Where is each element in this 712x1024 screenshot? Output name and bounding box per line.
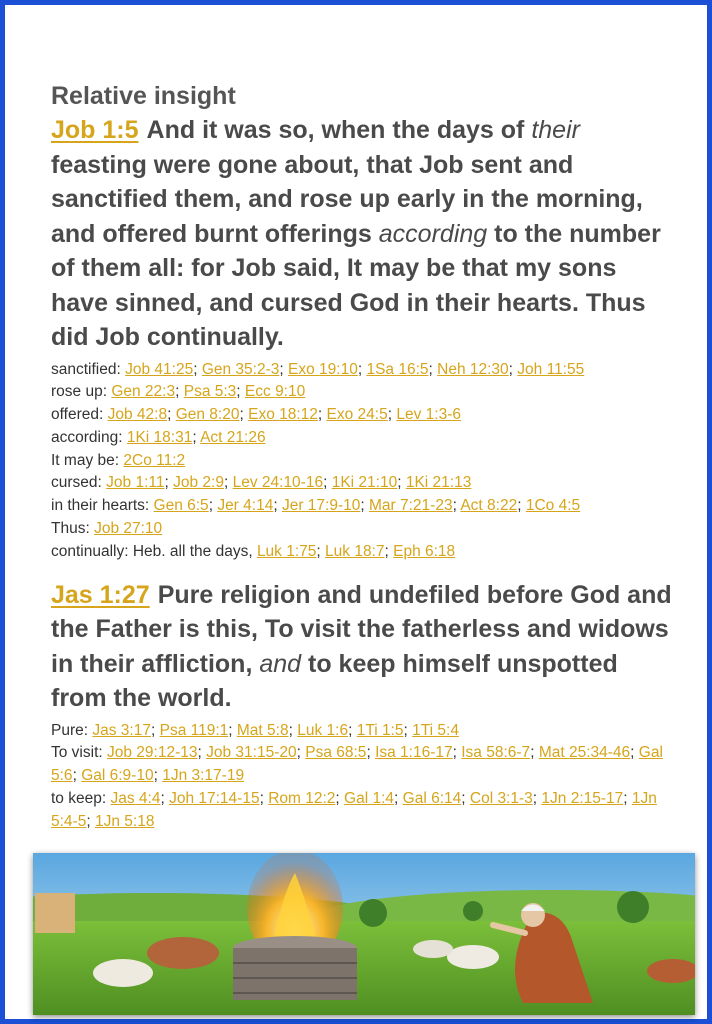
xref-line: in their hearts: Gen 6:5; Jer 4:14; Jer 17:9-10; Mar 7:21-23; Act 8:22; 1Co 4:5 <box>51 497 581 515</box>
xref-link[interactable]: Job 29:12-13 <box>107 744 198 762</box>
verse-text-segment: to keep himself unspotted from the world. <box>51 649 618 713</box>
xref-link[interactable]: Isa 1:16-17 <box>375 744 453 762</box>
xref-link[interactable]: Job 41:25 <box>125 360 194 378</box>
verse-reference-link[interactable]: Job 1:5 <box>51 116 139 144</box>
xref-link[interactable]: 1Jn 5:18 <box>94 812 155 830</box>
xref-link[interactable]: Job 2:9 <box>173 474 224 492</box>
verse-text-segment: And it was so, when the days of <box>146 116 532 144</box>
xref-link[interactable]: 1Ti 5:4 <box>412 721 459 739</box>
xref-link[interactable]: Luk 1:75 <box>256 542 317 560</box>
xref-label: rose up: <box>51 383 108 401</box>
xref-link[interactable]: Gen 35:2-3 <box>201 360 280 378</box>
xref-label: offered: <box>51 406 104 424</box>
xref-link[interactable]: Gen 22:3 <box>111 383 176 401</box>
xref-link[interactable]: Jas 3:17 <box>92 721 151 739</box>
verse-job-1-5 <box>51 113 677 355</box>
verse-text-segment: feasting were gone about, that Job sent and sanctified them, and rose up early in the morning, and offered burnt offerings <box>51 150 643 248</box>
xref-link[interactable]: 1Jn 5:4-5 <box>51 790 657 830</box>
xref-link[interactable]: Rom 12:2 <box>268 790 336 808</box>
xref-link[interactable]: Job 42:8 <box>107 406 168 424</box>
xref-link[interactable]: Joh 17:14-15 <box>169 790 260 808</box>
xref-link[interactable]: 1Ki 18:31 <box>126 428 193 446</box>
xref-link[interactable]: Lev 24:10-16 <box>232 474 324 492</box>
xref-label: continually: <box>51 542 129 560</box>
xref-link[interactable]: 1Ki 21:10 <box>331 474 398 492</box>
xref-label: sanctified: <box>51 360 121 378</box>
xref-link[interactable]: Mat 5:8 <box>236 721 289 739</box>
xref-line <box>51 450 677 473</box>
xref-link[interactable]: Exo 24:5 <box>326 406 388 424</box>
content <box>51 79 677 834</box>
verse-jas-1-27 <box>51 578 677 716</box>
calf <box>147 937 219 969</box>
section-heading: Relative insight <box>51 82 236 110</box>
xref-link[interactable]: Jer 4:14 <box>217 497 274 515</box>
altar-offering-illustration <box>33 853 695 1015</box>
illustration-svg <box>33 853 695 1015</box>
xref-link[interactable]: Col 3:1-3 <box>469 790 533 808</box>
verse-text-segment: Pure religion and undefiled before God and the Father is this, To visit the fatherless and widows in their affliction, <box>51 580 672 678</box>
xref-link[interactable]: Mar 7:21-23 <box>369 497 453 515</box>
xref-link[interactable]: Gal 5:6 <box>51 744 663 785</box>
xref-link[interactable]: Jer 17:9-10 <box>281 497 361 515</box>
xref-link[interactable]: Exo 19:10 <box>288 360 358 378</box>
xref-link[interactable]: 1Co 4:5 <box>525 497 581 515</box>
xref-line: To visit: Job 29:12-13; Job 31:15-20; Psa 68:5; Isa 1:16-17; Isa 58:6-7; Mat 25:34-46; Gal 5:6; Gal 6:9-10; 1Jn 3:17-19 <box>51 744 663 785</box>
xref-link[interactable]: Psa 119:1 <box>159 721 229 739</box>
xref-line: according: 1Ki 18:31; Act 21:26 <box>51 428 266 446</box>
xref-line: to keep: Jas 4:4; Joh 17:14-15; Rom 12:2; Gal 1:4; Gal 6:14; Col 3:1-3; 1Jn 2:15-17; 1Jn 5:4-5; 1Jn 5:18 <box>51 790 657 830</box>
xref-line: continually: Heb. all the days, Luk 1:75; Luk 18:7; Eph 6:18 <box>51 542 456 560</box>
xref-link[interactable]: 1Jn 3:17-19 <box>162 767 245 785</box>
xref-link[interactable]: Isa 58:6-7 <box>461 744 531 762</box>
cross-references <box>51 359 677 564</box>
xref-link[interactable]: Act 21:26 <box>200 428 266 446</box>
xref-line: Pure: Jas 3:17; Psa 119:1; Mat 5:8; Luk 1:6; 1Ti 1:5; 1Ti 5:4 <box>51 721 459 739</box>
xref-link[interactable]: Neh 12:30 <box>437 360 509 378</box>
verse-reference-link[interactable]: Jas 1:27 <box>51 580 150 609</box>
xref-label: to keep: <box>51 790 107 808</box>
xref-link[interactable]: Exo 18:12 <box>248 406 318 424</box>
xref-label: Thus: <box>51 520 90 538</box>
xref-line: cursed: Job 1:11; Job 2:9; Lev 24:10-16; 1Ki 21:10; 1Ki 21:13 <box>51 474 472 492</box>
xref-link[interactable]: Joh 11:55 <box>517 360 585 378</box>
tree <box>617 891 649 923</box>
xref-link[interactable]: Ecc 9:10 <box>244 383 306 401</box>
xref-link[interactable]: Psa 68:5 <box>305 744 367 762</box>
xref-link[interactable]: Gal 1:4 <box>344 790 395 808</box>
xref-link[interactable]: Gal 6:9-10 <box>81 767 154 785</box>
xref-link[interactable]: Gal 6:14 <box>402 790 462 808</box>
xref-link[interactable]: Gen 8:20 <box>175 406 240 424</box>
xref-link[interactable]: Job 1:11 <box>106 474 165 492</box>
tree <box>463 901 483 921</box>
xref-link[interactable]: Luk 1:6 <box>297 721 349 739</box>
sheep <box>447 945 499 969</box>
xref-label: Pure: <box>51 721 89 739</box>
xref-link[interactable]: Gen 6:5 <box>153 497 209 515</box>
xref-link[interactable]: 1Ti 1:5 <box>356 721 404 739</box>
xref-note: Heb. all the days, <box>132 542 253 560</box>
xref-link[interactable]: Job 31:15-20 <box>206 744 297 762</box>
verse-text-segment: to the number of them all: for Job said, It may be that my sons have sinned, and cursed God in their hearts. Thus did Job continually. <box>51 219 661 351</box>
xref-link[interactable]: Eph 6:18 <box>393 542 456 560</box>
xref-link[interactable]: Jas 4:4 <box>110 790 161 808</box>
xref-label: It may be: <box>51 451 120 469</box>
cross-references <box>51 720 677 834</box>
xref-label: according: <box>51 428 123 446</box>
xref-link[interactable]: Psa 5:3 <box>183 383 237 401</box>
sheep <box>93 959 153 987</box>
xref-label: cursed: <box>51 474 102 492</box>
xref-link[interactable]: Mat 25:34-46 <box>538 744 631 762</box>
xref-label: in their hearts: <box>51 497 150 515</box>
xref-link[interactable]: 1Sa 16:5 <box>366 360 429 378</box>
xref-line: offered: Job 42:8; Gen 8:20; Exo 18:12; Exo 24:5; Lev 1:3-6 <box>51 406 461 424</box>
xref-line <box>51 518 677 541</box>
verse-italic-word: their <box>531 116 580 144</box>
xref-link[interactable]: Act 8:22 <box>460 497 518 515</box>
xref-line: sanctified: Job 41:25; Gen 35:2-3; Exo 19:10; 1Sa 16:5; Neh 12:30; Joh 11:55 <box>51 360 585 378</box>
xref-link[interactable]: Luk 18:7 <box>325 542 385 560</box>
verse-italic-word: according <box>378 219 488 248</box>
xref-line: rose up: Gen 22:3; Psa 5:3; Ecc 9:10 <box>51 383 306 401</box>
house <box>35 893 75 933</box>
xref-link[interactable]: 1Ki 21:13 <box>405 474 472 492</box>
verse-text <box>51 116 661 351</box>
xref-link[interactable]: 1Jn 2:15-17 <box>541 790 624 808</box>
xref-label: To visit: <box>51 744 103 762</box>
sheep <box>413 940 453 958</box>
xref-link[interactable]: Lev 1:3-6 <box>396 406 461 424</box>
xref-link[interactable]: Job 27:10 <box>94 520 163 538</box>
verse-italic-word: and <box>259 649 302 678</box>
xref-link[interactable]: 2Co 11:2 <box>123 451 186 469</box>
tree <box>359 899 387 927</box>
